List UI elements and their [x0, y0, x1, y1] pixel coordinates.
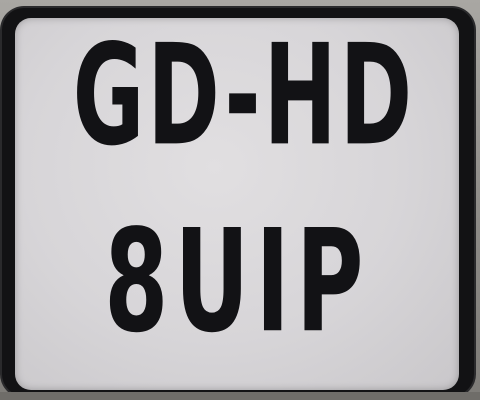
background-strip — [0, 392, 480, 400]
plate-text-line-1: GD-HD — [72, 18, 416, 177]
license-plate — [2, 8, 474, 396]
plate-face — [15, 18, 459, 390]
plate-text-line-2: 8UIP — [104, 198, 370, 364]
